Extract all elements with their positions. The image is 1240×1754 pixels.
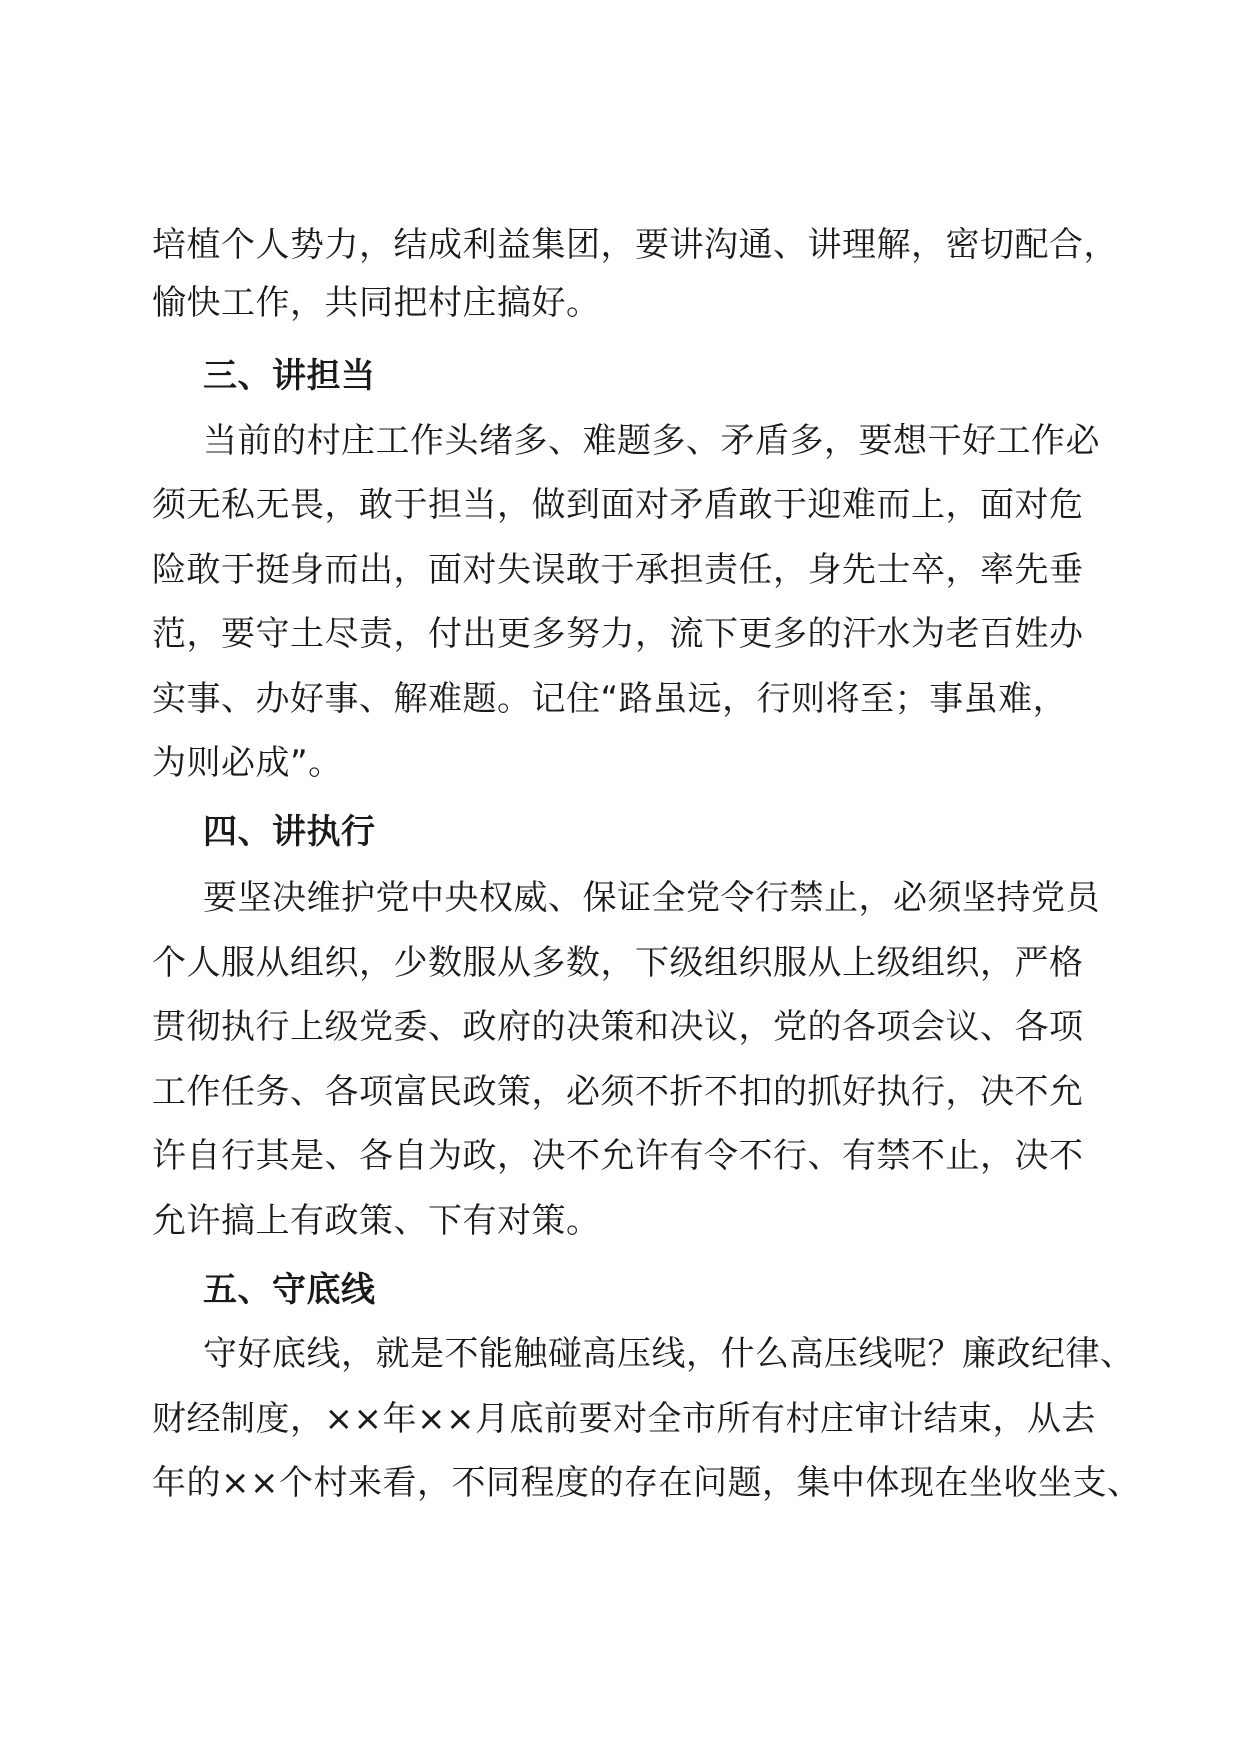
body-line: 须无私无畏，敢于担当，做到面对矛盾敢于迎难而上，面对危 [152,485,1084,525]
body-line: 范，要守土尽责，付出更多努力，流下更多的汗水为老百姓办 [152,614,1084,654]
section-heading: 四、讲执行 [203,812,376,852]
paragraph-first-line: 守好底线，就是不能触碰高压线，什么高压线呢？廉政纪律、 [203,1334,1135,1374]
body-line: 贯彻执行上级党委、政府的决策和决议，党的各项会议、各项 [152,1007,1084,1047]
body-line: 年的××个村来看，不同程度的存在问题，集中体现在坐收坐支、 [152,1463,1142,1503]
body-line: 财经制度，××年××月底前要对全市所有村庄审计结束，从去 [152,1399,1096,1439]
body-line: 许自行其是、各自为政，决不允许有令不行、有禁不止，决不 [152,1136,1084,1176]
body-line: 险敢于挺身而出，面对失误敢于承担责任，身先士卒，率先垂 [152,550,1084,590]
paragraph-first-line: 当前的村庄工作头绪多、难题多、矛盾多，要想干好工作必 [203,421,1100,461]
body-line: 培植个人势力，结成利益集团，要讲沟通、讲理解，密切配合， [152,225,1118,265]
body-line: 为则必成”。 [152,743,343,783]
body-line: 实事、办好事、解难题。记住“路虽远，行则将至；事虽难， [152,679,1068,719]
body-line: 愉快工作，共同把村庄搞好。 [152,283,601,323]
body-line: 允许搞上有政策、下有对策。 [152,1201,601,1241]
section-heading: 三、讲担当 [203,356,376,396]
section-heading: 五、守底线 [203,1270,376,1310]
body-line: 工作任务、各项富民政策，必须不折不扣的抓好执行，决不允 [152,1072,1084,1112]
paragraph-first-line: 要坚决维护党中央权威、保证全党令行禁止，必须坚持党员 [203,878,1100,918]
body-line: 个人服从组织，少数服从多数，下级组织服从上级组织，严格 [152,943,1084,983]
